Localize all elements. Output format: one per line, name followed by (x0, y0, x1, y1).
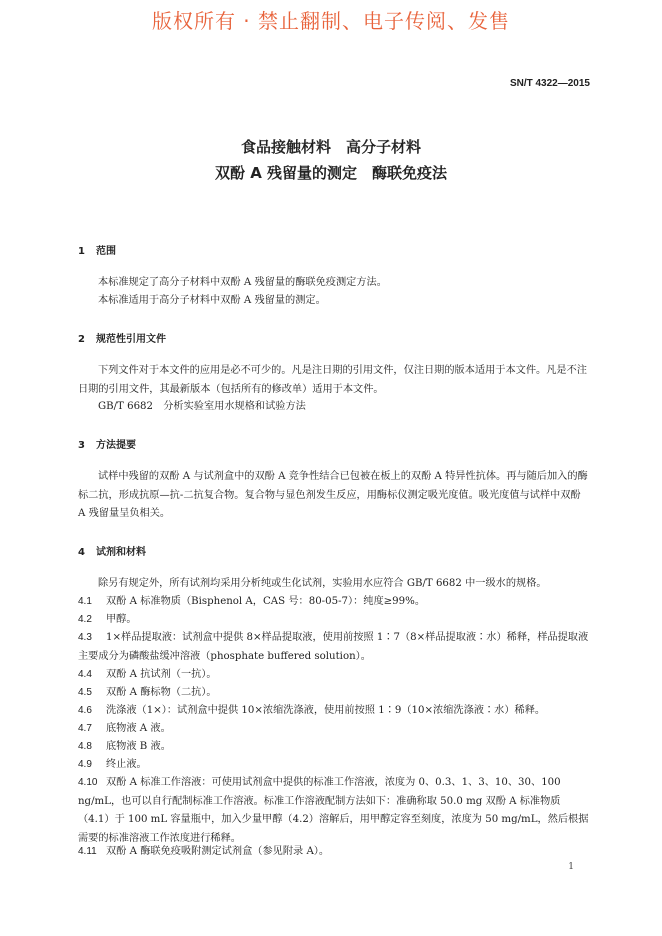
item-number: 4.4 (78, 669, 92, 680)
item-number: 4.5 (78, 687, 92, 698)
item-text: 洗涤液（1×）：试剂盒中提供 10×浓缩洗涤液，使用前按照 1∶9（10×浓缩洗涤液∶水）稀释。 (106, 705, 546, 716)
list-item (78, 684, 590, 703)
section-title: 试剂和材料 (96, 547, 146, 558)
item-text: 双酚 A 抗试剂（一抗）。 (106, 669, 217, 680)
list-item (78, 611, 590, 630)
section-1-heading (78, 242, 116, 257)
item-number: 4.6 (78, 705, 92, 716)
section-title: 范围 (96, 246, 116, 257)
list-item (78, 720, 590, 739)
standard-number: SN/T 4322—2015 (509, 78, 590, 89)
item-text: 双酚 A 标准工作溶液：可使用试剂盒中提供的标准工作溶液，浓度为 0、0.3、1、3、10、30、100 ng/mL，也可以自行配制标准工作溶液。标准工作溶液配制方法如下：准确称取 50.0 mg 双酚 A 标准物质（4.1）于 100 mL 容量瓶中，加入少量甲醇（4.2）溶解后，用甲醇定容至刻度，浓度为 50 mg/mL，然后根据需要的标准溶液工作浓度进行稀释。 (78, 777, 589, 844)
list-item (78, 593, 590, 612)
section-number: 3 (78, 440, 85, 451)
item-number: 4.1 (78, 596, 92, 607)
list-item (78, 738, 590, 757)
item-number: 4.11 (78, 846, 97, 857)
section-4-intro: 除另有规定外，所有试剂均采用分析纯或生化试剂，实验用水应符合 GB/T 6682 中一级水的规格。 (98, 578, 547, 589)
list-item (78, 843, 590, 862)
list-item (78, 666, 590, 685)
item-number: 4.8 (78, 741, 92, 752)
list-item (78, 702, 590, 721)
item-number: 4.9 (78, 759, 92, 770)
document-title-line2: 双酚 A 残留量的测定 酶联免疫法 (214, 164, 448, 182)
item-text: 终止液。 (106, 759, 147, 770)
item-number: 4.10 (78, 777, 98, 788)
list-item (78, 774, 590, 848)
copyright-banner: 版权所有 · 禁止翻制、电子传阅、发售 (151, 9, 511, 33)
section-2-reference: GB/T 6682 分析实验室用水规格和试验方法 (98, 401, 306, 412)
document-title-line1: 食品接触材料 高分子材料 (240, 138, 421, 156)
item-text: 1×样品提取液：试剂盒中提供 8×样品提取液，使用前按照 1∶7（8×样品提取液∶水）稀释，样品提取液主要成分为磷酸盐缓冲溶液（phosphate buffered solution）。 (78, 632, 589, 662)
section-2-paragraph-1: 下列文件对于本文件的应用是必不可少的。凡是注日期的引用文件，仅注日期的版本适用于本文件。凡是不注日期的引用文件，其最新版本（包括所有的修改单）适用于本文件。 (78, 365, 587, 395)
item-number: 4.2 (78, 614, 92, 625)
item-number: 4.7 (78, 723, 92, 734)
list-item (78, 756, 590, 775)
section-number: 2 (78, 334, 85, 345)
section-1-paragraph-1: 本标准规定了高分子材料中双酚 A 残留量的酶联免疫测定方法。 (98, 277, 387, 288)
item-text: 双酚 A 酶标物（二抗）。 (106, 687, 217, 698)
item-text: 甲醇。 (106, 614, 137, 625)
section-3-paragraph-1: 试样中残留的双酚 A 与试剂盒中的双酚 A 竞争性结合已包被在板上的双酚 A 特异性抗体。再与随后加入的酶标二抗，形成抗原—抗-二抗复合物。复合物与显色剂发生反应，用酶标仪测定吸光度值。吸光度值与试样中双酚 A 残留量呈负相关。 (78, 471, 588, 519)
item-text: 双酚 A 酶联免疫吸附测定试剂盒（参见附录 A）。 (106, 846, 330, 857)
section-1-paragraph-2: 本标准适用于高分子材料中双酚 A 残留量的测定。 (98, 295, 326, 306)
list-item (78, 629, 590, 666)
section-title: 方法提要 (96, 440, 136, 451)
section-2-heading (78, 330, 166, 345)
section-4-heading (78, 543, 146, 558)
section-number: 1 (78, 246, 85, 257)
section-title: 规范性引用文件 (96, 334, 166, 345)
item-number: 4.3 (78, 632, 92, 643)
item-text: 双酚 A 标准物质（Bisphenol A，CAS 号：80-05-7）：纯度≥99%。 (106, 596, 426, 607)
section-3-heading (78, 436, 136, 451)
item-text: 底物液 B 液。 (106, 741, 171, 752)
section-number: 4 (78, 547, 85, 558)
page-number: 1 (568, 862, 574, 872)
item-text: 底物液 A 液。 (106, 723, 171, 734)
